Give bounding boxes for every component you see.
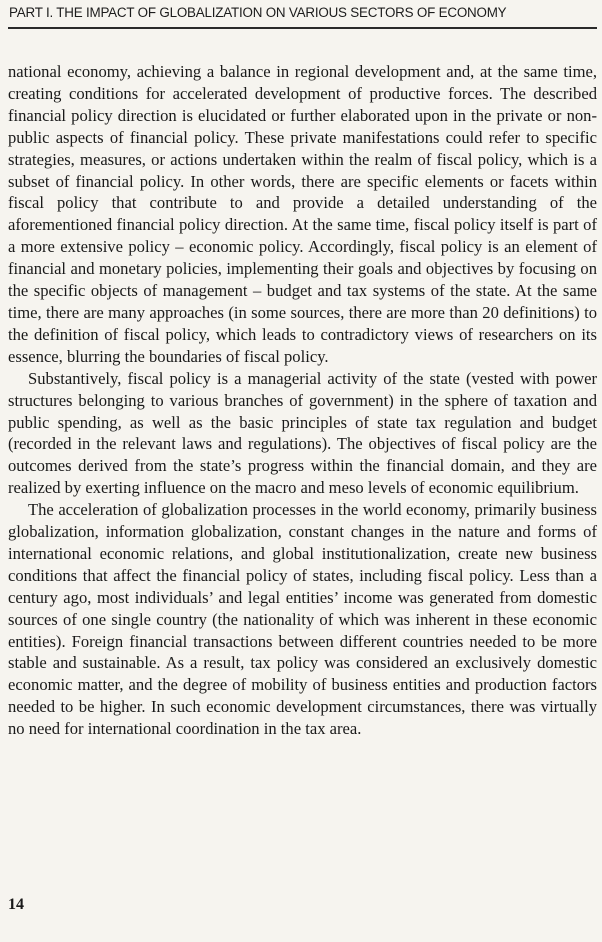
paragraph: The acceleration of globalization processes in the world economy, primarily business globalization, information globalization, constant changes in the nature and forms of international economic relations, and global institutionalization, create new business conditions that affect the financial policy of states, including fiscal policy. Less than a century ago, most individuals’ and legal entities’ income was generated from domestic sources of one single country (the nationality of which was inherent in these economic entities). Foreign financial transactions between different countries needed to be more stable and sustainable. As a result, tax policy was considered an exclusively domestic economic matter, and the degree of mobility of business entities and production factors needed to be higher. In such economic development circumstances, there was virtually no need for international coordination in the tax area. xyxy=(8,500,597,739)
page-number: 14 xyxy=(8,896,24,913)
paragraph: Substantively, fiscal policy is a managerial activity of the state (vested with power structures belonging to various branches of government) in the sphere of taxation and public spending, as well as the basic principles of state tax regulation and budget (recorded in the relevant laws and regulations). The objectives of fiscal policy are the outcomes derived from the state’s progress within the financial domain, and they are realized by exerting influence on the macro and meso levels of economic equilibrium. xyxy=(8,368,597,498)
paragraph-continued: national economy, achieving a balance in regional development and, at the same time, creating conditions for accelerated development of productive forces. The described financial policy direction is elucidated or further elaborated upon in the private or non-public aspects of financial policy. These private manifestations could refer to specific strategies, measures, or actions undertaken within the realm of fiscal policy, which is a subset of financial policy. In other words, there are specific elements or facets within fiscal policy that contribute to and provide a detailed understanding of the aforementioned financial policy direction. At the same time, fiscal policy itself is part of a more extensive policy – economic policy. Accordingly, fiscal policy is an element of financial and monetary policies, implementing their goals and objectives by focusing on the specific objects of management – budget and tax systems of the state. At the same time, there are many approaches (in some sources, there are more than 20 definitions) to the definition of fiscal policy, which leads to contradictory views of researchers on its essence, blurring the boundaries of fiscal policy. xyxy=(8,62,597,366)
header-rule xyxy=(8,27,597,29)
running-header: PART I. THE IMPACT OF GLOBALIZATION ON VARIOUS SECTORS OF ECONOMY xyxy=(9,5,507,20)
body-text xyxy=(8,61,597,740)
